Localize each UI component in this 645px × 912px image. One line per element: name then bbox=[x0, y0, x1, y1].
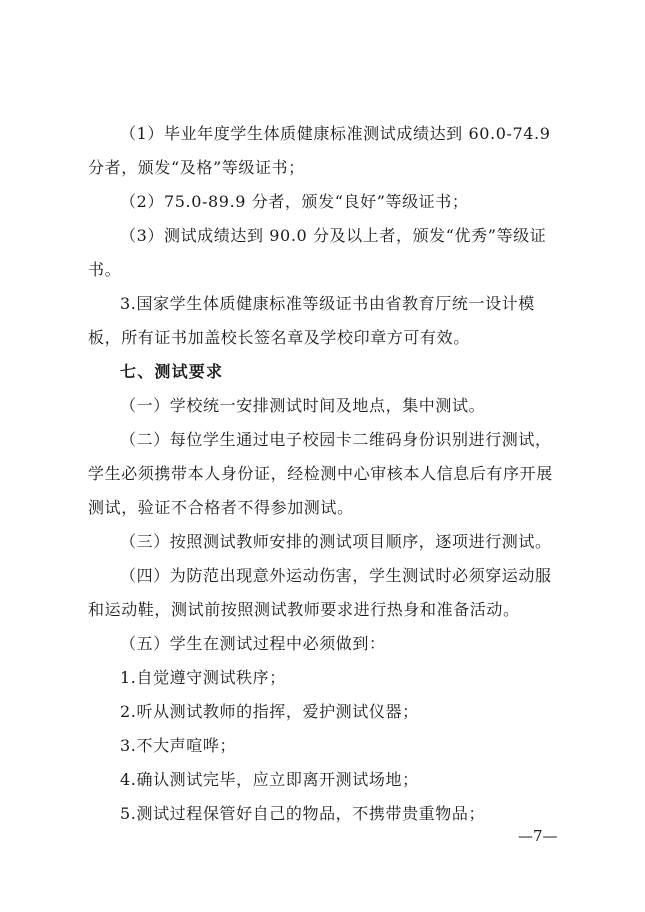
paragraph-line-11: 学生必须携带本人身份证，经检测中心审核本人信息后有序开展 bbox=[88, 464, 553, 483]
paragraph-line-5: 书。 bbox=[88, 260, 122, 279]
paragraph-line-6: 3.国家学生体质健康标准等级证书由省教育厅统一设计模 bbox=[120, 294, 535, 313]
section-heading: 七、测试要求 bbox=[120, 362, 224, 381]
paragraph-line-14: （四）为防范出现意外运动伤害，学生测试时必须穿运动服 bbox=[120, 566, 552, 585]
paragraph-line-15: 和运动鞋，测试前按照测试教师要求进行热身和准备活动。 bbox=[88, 600, 520, 619]
list-item-4: 4.确认测试完毕，应立即离开测试场地； bbox=[120, 770, 419, 789]
list-item-2: 2.听从测试教师的指挥，爱护测试仪器； bbox=[120, 702, 419, 721]
list-item-5: 5.测试过程保管好自己的物品，不携带贵重物品； bbox=[120, 804, 486, 823]
paragraph-line-1: （1）毕业年度学生体质健康标准测试成绩达到 60.0-74.9 bbox=[120, 124, 551, 143]
paragraph-line-2: 分者，颁发“及格”等级证书； bbox=[88, 158, 305, 177]
paragraph-line-3: （2）75.0-89.9 分者，颁发“良好”等级证书； bbox=[120, 192, 469, 211]
list-item-1: 1.自觉遵守测试秩序； bbox=[120, 668, 286, 687]
paragraph-line-4: （3）测试成绩达到 90.0 分及以上者，颁发“优秀”等级证 bbox=[120, 226, 547, 245]
list-item-3: 3.不大声喧哗； bbox=[120, 736, 237, 755]
paragraph-line-16: （五）学生在测试过程中必须做到： bbox=[120, 634, 386, 653]
paragraph-line-13: （三）按照测试教师安排的测试项目顺序，逐项进行测试。 bbox=[120, 532, 552, 551]
paragraph-line-12: 测试，验证不合格者不得参加测试。 bbox=[88, 498, 354, 517]
paragraph-line-10: （二）每位学生通过电子校园卡二维码身份识别进行测试， bbox=[120, 430, 552, 449]
page-number: —7— bbox=[518, 827, 558, 845]
paragraph-line-7: 板，所有证书加盖校长签名章及学校印章方可有效。 bbox=[88, 328, 470, 347]
paragraph-line-9: （一）学校统一安排测试时间及地点，集中测试。 bbox=[120, 396, 486, 415]
